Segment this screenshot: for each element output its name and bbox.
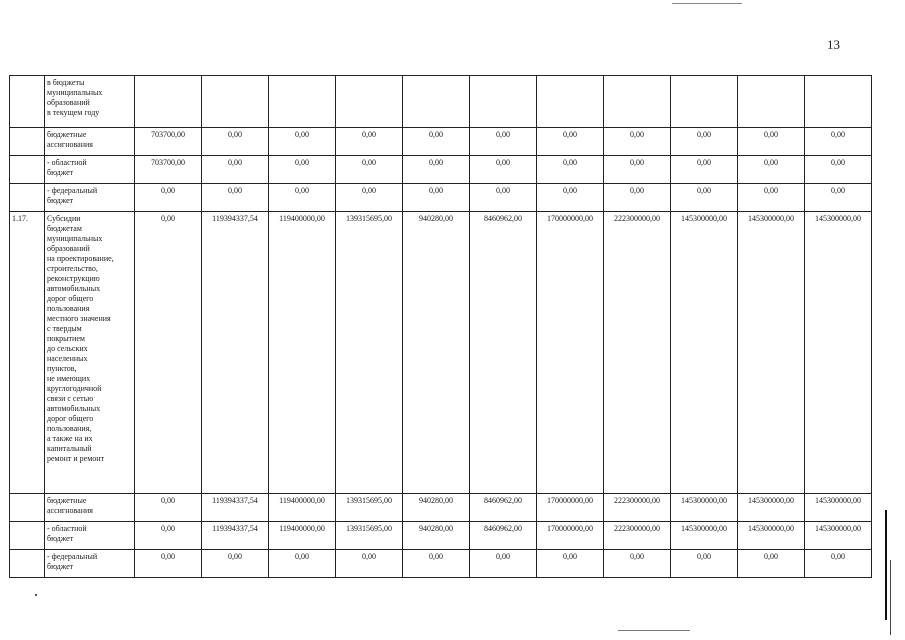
description-line: дорог общего <box>47 294 94 303</box>
description-line: ассигнования <box>47 506 93 515</box>
value-cell: 0,00 <box>336 184 403 212</box>
value-cell: 0,00 <box>738 156 805 184</box>
scan-edge-bar-thin <box>890 560 891 635</box>
value-cell: 0,00 <box>805 128 872 156</box>
description-line: населенных <box>47 354 88 363</box>
description-line: с твердым <box>47 324 82 333</box>
description-line: бюджетные <box>47 496 87 505</box>
description-line: круглогодичной <box>47 384 102 393</box>
value-cell: 145300000,00 <box>671 212 738 494</box>
row-number-cell <box>10 550 45 578</box>
scan-mark-top <box>672 3 742 4</box>
description-line: - федеральный <box>47 552 98 561</box>
value-cell: 0,00 <box>537 184 604 212</box>
row-number-cell: 1.17. <box>10 212 45 494</box>
description-line: пользования <box>47 304 90 313</box>
description-cell <box>45 550 135 578</box>
description-line: в бюджеты <box>47 78 85 87</box>
table-row <box>10 550 872 578</box>
value-cell: 0,00 <box>135 212 202 494</box>
value-cell: 119400000,00 <box>269 212 336 494</box>
value-cell: 222300000,00 <box>604 522 671 550</box>
value-cell <box>537 76 604 128</box>
value-cell: 0,00 <box>403 184 470 212</box>
row-number-cell <box>10 522 45 550</box>
value-cell <box>403 76 470 128</box>
description-line: бюджетам <box>47 224 82 233</box>
description-line: бюджет <box>47 168 74 177</box>
value-cell: 222300000,00 <box>604 494 671 522</box>
value-cell: 0,00 <box>403 550 470 578</box>
value-cell <box>202 76 269 128</box>
value-cell: 0,00 <box>738 184 805 212</box>
budget-table <box>9 75 872 578</box>
description-line: - областной <box>47 158 87 167</box>
description-line: капитальный <box>47 444 92 453</box>
value-cell: 0,00 <box>738 128 805 156</box>
value-cell <box>671 76 738 128</box>
value-cell <box>738 76 805 128</box>
description-line: реконструкцию <box>47 274 100 283</box>
value-cell: 170000000,00 <box>537 494 604 522</box>
value-cell: 8460962,00 <box>470 522 537 550</box>
description-line: пользования, <box>47 424 92 433</box>
value-cell: 145300000,00 <box>738 494 805 522</box>
value-cell: 0,00 <box>671 128 738 156</box>
scan-speck <box>35 594 37 596</box>
value-cell <box>604 76 671 128</box>
value-cell: 145300000,00 <box>805 522 872 550</box>
value-cell: 0,00 <box>202 550 269 578</box>
table-row <box>10 494 872 522</box>
description-line: - областной <box>47 524 87 533</box>
value-cell: 0,00 <box>403 156 470 184</box>
row-number-cell <box>10 156 45 184</box>
value-cell: 0,00 <box>671 550 738 578</box>
value-cell: 0,00 <box>269 550 336 578</box>
value-cell: 0,00 <box>671 156 738 184</box>
value-cell <box>470 76 537 128</box>
description-cell <box>45 184 135 212</box>
value-cell: 0,00 <box>403 128 470 156</box>
description-line: бюджет <box>47 196 74 205</box>
description-line: образований <box>47 244 90 253</box>
value-cell: 940280,00 <box>403 494 470 522</box>
value-cell: 119394337,54 <box>202 522 269 550</box>
table-row <box>10 156 872 184</box>
description-line: образований <box>47 98 90 107</box>
description-line: связи с сетью <box>47 394 94 403</box>
value-cell: 119394337,54 <box>202 494 269 522</box>
value-cell: 0,00 <box>470 184 537 212</box>
value-cell: 145300000,00 <box>805 212 872 494</box>
scan-mark-bottom <box>618 630 690 631</box>
description-line: в текущем году <box>47 108 100 117</box>
description-line: на проектирование, <box>47 254 114 263</box>
value-cell: 0,00 <box>604 156 671 184</box>
scan-edge-bar <box>885 510 887 620</box>
value-cell: 0,00 <box>537 550 604 578</box>
value-cell <box>135 76 202 128</box>
value-cell: 703700,00 <box>135 156 202 184</box>
value-cell: 119394337,54 <box>202 212 269 494</box>
value-cell: 0,00 <box>604 184 671 212</box>
description-line: бюджет <box>47 562 74 571</box>
description-cell <box>45 76 135 128</box>
value-cell: 145300000,00 <box>738 522 805 550</box>
page-number: 13 <box>827 37 840 52</box>
table-row <box>10 212 872 494</box>
value-cell: 8460962,00 <box>470 494 537 522</box>
value-cell: 222300000,00 <box>604 212 671 494</box>
value-cell: 940280,00 <box>403 212 470 494</box>
value-cell: 0,00 <box>135 184 202 212</box>
description-line: муниципальных <box>47 88 103 97</box>
row-number-cell <box>10 76 45 128</box>
description-line: бюджетные <box>47 130 87 139</box>
description-line: пунктов, <box>47 364 77 373</box>
value-cell: 0,00 <box>135 550 202 578</box>
value-cell: 0,00 <box>269 184 336 212</box>
value-cell: 0,00 <box>336 128 403 156</box>
value-cell: 0,00 <box>604 128 671 156</box>
value-cell: 145300000,00 <box>671 494 738 522</box>
value-cell: 0,00 <box>738 550 805 578</box>
description-cell <box>45 212 135 494</box>
description-line: бюджет <box>47 534 74 543</box>
value-cell: 0,00 <box>537 128 604 156</box>
value-cell: 0,00 <box>470 550 537 578</box>
description-cell <box>45 156 135 184</box>
description-cell <box>45 494 135 522</box>
value-cell: 0,00 <box>336 550 403 578</box>
table-row <box>10 76 872 128</box>
value-cell: 139315695,00 <box>336 212 403 494</box>
value-cell: 0,00 <box>537 156 604 184</box>
description-line: ремонт и ремонт <box>47 454 105 463</box>
description-line: автомобильных <box>47 284 101 293</box>
value-cell: 0,00 <box>202 184 269 212</box>
value-cell: 0,00 <box>805 156 872 184</box>
value-cell: 0,00 <box>202 156 269 184</box>
value-cell: 119400000,00 <box>269 522 336 550</box>
description-line: местного значения <box>47 314 111 323</box>
value-cell <box>805 76 872 128</box>
description-line: дорог общего <box>47 414 94 423</box>
value-cell: 0,00 <box>269 128 336 156</box>
value-cell: 145300000,00 <box>805 494 872 522</box>
description-line: ассигнования <box>47 140 93 149</box>
description-line: а также на их <box>47 434 93 443</box>
value-cell: 8460962,00 <box>470 212 537 494</box>
value-cell: 0,00 <box>336 156 403 184</box>
value-cell: 139315695,00 <box>336 522 403 550</box>
value-cell: 0,00 <box>805 550 872 578</box>
value-cell: 0,00 <box>805 184 872 212</box>
value-cell: 703700,00 <box>135 128 202 156</box>
value-cell: 0,00 <box>470 128 537 156</box>
table-body <box>10 76 872 578</box>
description-line: покрытием <box>47 334 85 343</box>
table-row <box>10 522 872 550</box>
row-number-cell <box>10 494 45 522</box>
row-number-cell <box>10 128 45 156</box>
description-line: автомобильных <box>47 404 101 413</box>
description-line: до сельских <box>47 344 88 353</box>
value-cell: 0,00 <box>671 184 738 212</box>
description-line: Субсидии <box>47 214 81 223</box>
row-number-cell <box>10 184 45 212</box>
description-line: не имеющих <box>47 374 91 383</box>
description-cell <box>45 128 135 156</box>
value-cell: 119400000,00 <box>269 494 336 522</box>
table-row <box>10 184 872 212</box>
value-cell: 0,00 <box>202 128 269 156</box>
table-row <box>10 128 872 156</box>
description-cell <box>45 522 135 550</box>
value-cell: 0,00 <box>269 156 336 184</box>
description-line: - федеральный <box>47 186 98 195</box>
value-cell: 145300000,00 <box>738 212 805 494</box>
value-cell: 0,00 <box>135 494 202 522</box>
value-cell: 0,00 <box>470 156 537 184</box>
description-line: муниципальных <box>47 234 103 243</box>
value-cell: 170000000,00 <box>537 212 604 494</box>
value-cell: 0,00 <box>135 522 202 550</box>
description-line: строительство, <box>47 264 98 273</box>
value-cell: 170000000,00 <box>537 522 604 550</box>
value-cell <box>269 76 336 128</box>
value-cell: 145300000,00 <box>671 522 738 550</box>
value-cell: 940280,00 <box>403 522 470 550</box>
value-cell: 139315695,00 <box>336 494 403 522</box>
value-cell: 0,00 <box>604 550 671 578</box>
value-cell <box>336 76 403 128</box>
